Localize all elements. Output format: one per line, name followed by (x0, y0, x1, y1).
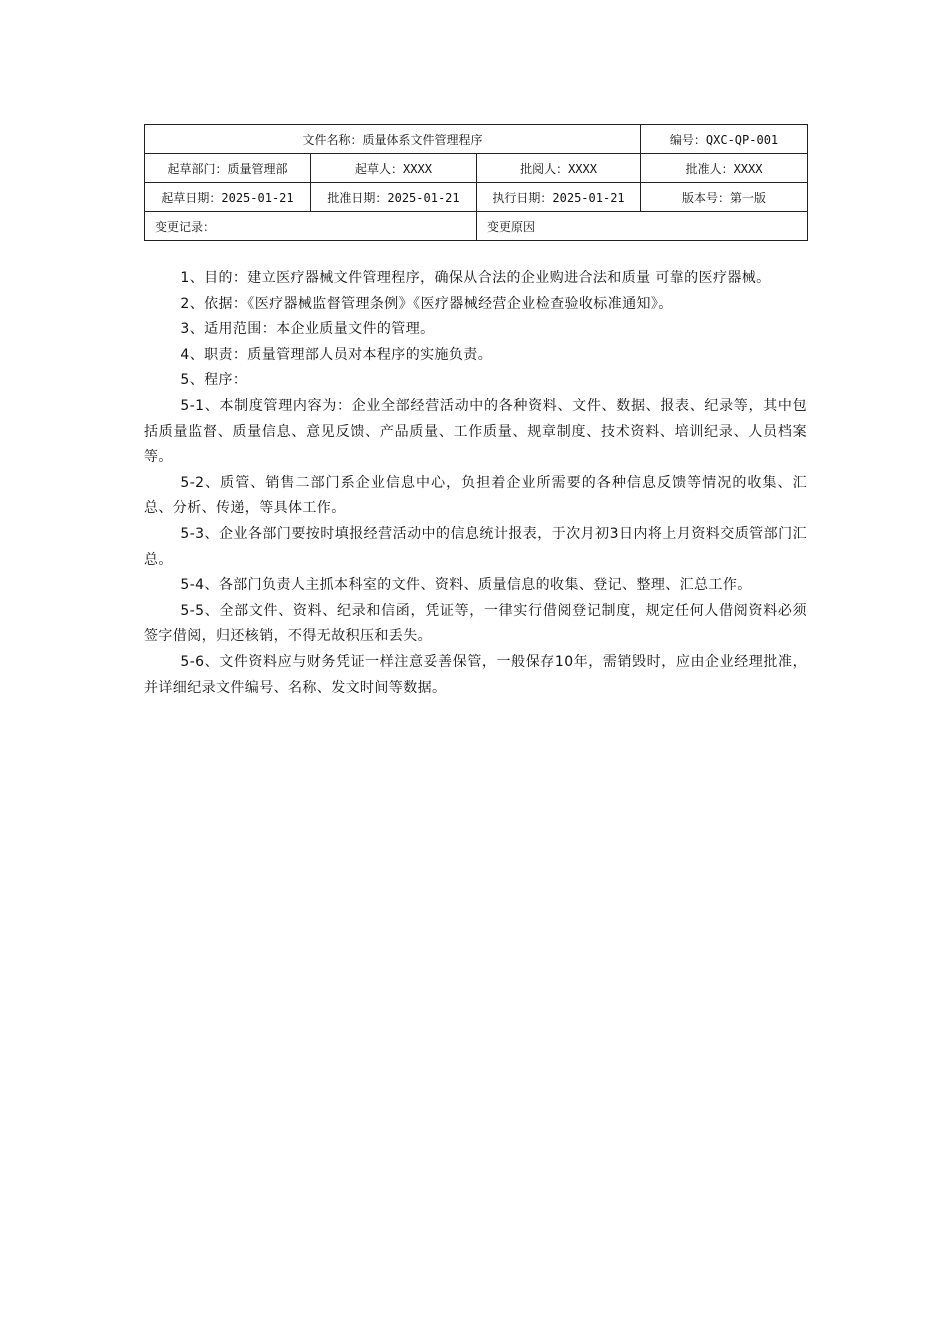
paragraph-procedure-5-1: 5-1、本制度管理内容为：企业全部经营活动中的各种资料、文件、数据、报表、纪录等，其中包括质量监督、质量信息、意见反馈、产品质量、工作质量、规章制度、技术资料、培训纪录、人员档案等。 (144, 397, 807, 466)
version-cell: 版本号：第一版 (641, 183, 808, 212)
header-row-changes (145, 212, 808, 241)
doc-name-cell: 文件名称：质量体系文件管理程序 (145, 125, 641, 154)
drafter-cell: 起草人：XXXX (311, 154, 477, 183)
paragraph-procedure-5-4: 5-4、各部门负责人主抓本科室的文件、资料、质量信息的收集、登记、整理、汇总工作。 (180, 577, 752, 594)
exec-date-cell: 执行日期：2025-01-21 (477, 183, 641, 212)
paragraph-procedure-5-6: 5-6、文件资料应与财务凭证一样注意妥善保管，一般保存10年，需销毁时，应由企业经理批准，并详细纪录文件编号、名称、发文时间等数据。 (144, 653, 807, 696)
approve-date-cell: 批准日期：2025-01-21 (311, 183, 477, 212)
header-row-people (145, 154, 808, 183)
draft-dept-cell: 起草部门：质量管理部 (145, 154, 311, 183)
doc-number-cell: 编号：QXC-QP-001 (641, 125, 808, 154)
paragraph-purpose: 1、目的：建立医疗器械文件管理程序，确保从合法的企业购进合法和质量 可靠的医疗器械。 (180, 270, 771, 286)
change-reason-cell: 变更原因 (477, 212, 808, 241)
paragraph-procedure-5-3: 5-3、企业各部门要按时填报经营活动中的信息统计报表，于次月初3日内将上月资料交质管部门汇总。 (144, 525, 807, 568)
document-body (144, 266, 807, 701)
header-row-dates (145, 183, 808, 212)
paragraph-procedure-5-2: 5-2、质管、销售二部门系企业信息中心，负担着企业所需要的各种信息反馈等情况的收集、汇总、分析、传递，等具体工作。 (144, 474, 807, 517)
paragraph-responsibility: 4、职责：质量管理部人员对本程序的实施负责。 (180, 346, 493, 363)
document-header-table (144, 124, 808, 241)
paragraph-procedure-heading: 5、程序： (180, 372, 248, 389)
approver-cell: 批准人：XXXX (641, 154, 808, 183)
paragraph-scope: 3、适用范围：本企业质量文件的管理。 (180, 321, 435, 338)
paragraph-procedure-5-5: 5-5、全部文件、资料、纪录和信函，凭证等，一律实行借阅登记制度，规定任何人借阅资料必须签字借阅，归还核销，不得无故积压和丢失。 (144, 602, 807, 645)
reviewer-cell: 批阅人：XXXX (477, 154, 641, 183)
change-record-cell: 变更记录： (145, 212, 477, 241)
paragraph-basis: 2、依据：《医疗器械监督管理条例》《医疗器械经营企业检查验收标准通知》。 (180, 295, 673, 312)
draft-date-cell: 起草日期：2025-01-21 (145, 183, 311, 212)
header-row-title (145, 125, 808, 154)
